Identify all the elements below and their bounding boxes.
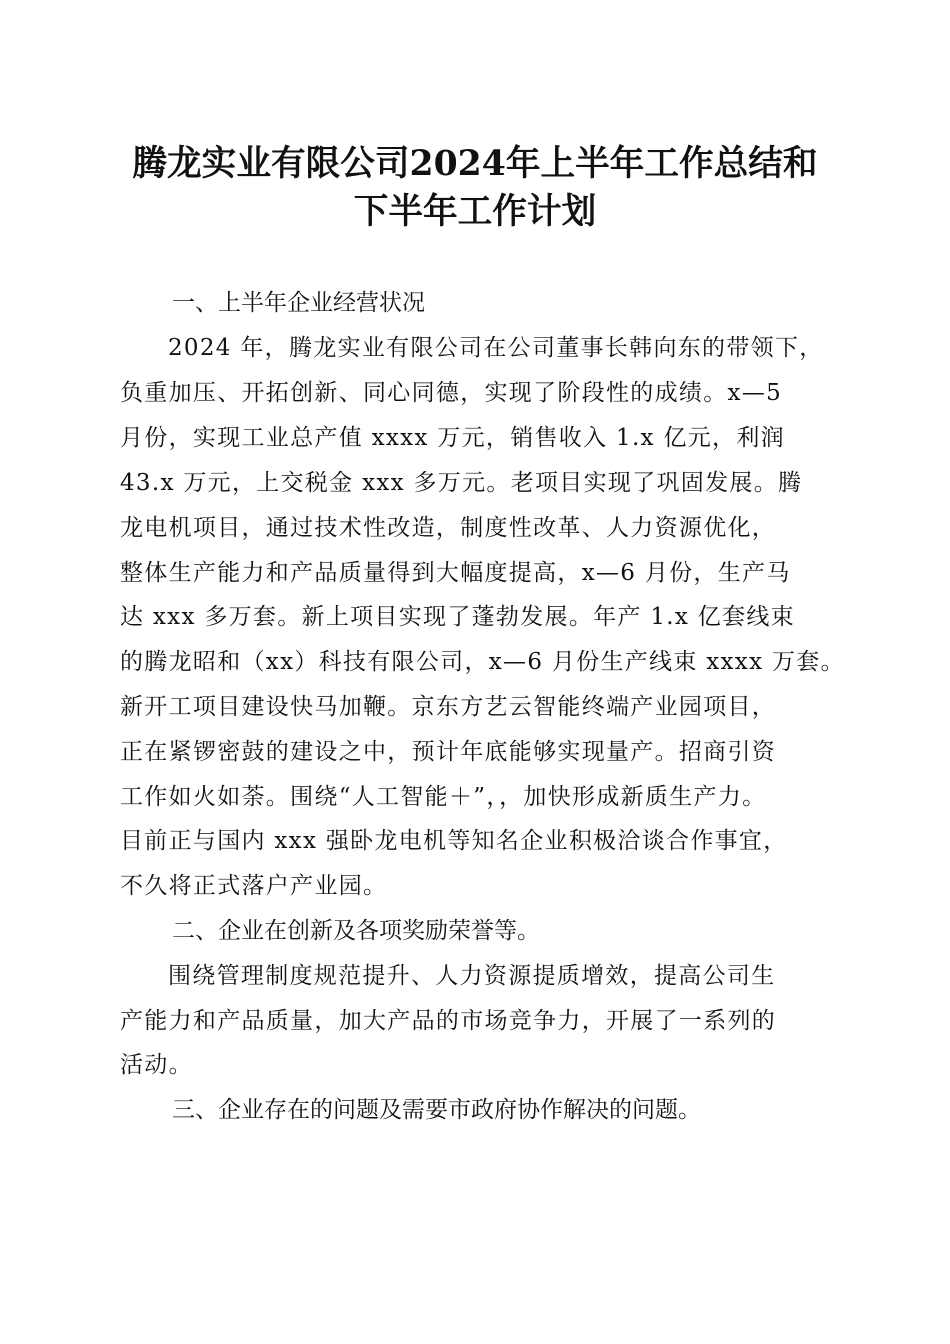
paragraph-line: 的腾龙昭和（xx）科技有限公司，x—6 月份生产线束 xxxx 万套。 xyxy=(120,649,845,675)
paragraph-line: 负重加压、开拓创新、同心同德，实现了阶段性的成绩。x—5 xyxy=(120,380,783,406)
paragraph-line: 2024 年，腾龙实业有限公司在公司董事长韩向东的带领下， xyxy=(168,335,824,361)
paragraph-line: 产能力和产品质量，加大产品的市场竞争力，开展了一系列的 xyxy=(120,1008,777,1034)
paragraph-line: 龙电机项目，通过技术性改造，制度性改革、人力资源优化， xyxy=(120,515,777,541)
paragraph-line: 工作如火如荼。围绕“人工智能＋”，，加快形成新质生产力。 xyxy=(120,784,767,810)
paragraph-line: 新开工项目建设快马加鞭。京东方艺云智能终端产业园项目， xyxy=(120,694,777,720)
section-3-heading: 三、企业存在的问题及需要市政府协作解决的问题。 xyxy=(172,1097,701,1123)
paragraph-line: 43.x 万元，上交税金 xxx 多万元。老项目实现了巩固发展。腾 xyxy=(120,470,803,496)
paragraph-line: 活动。 xyxy=(120,1052,193,1078)
paragraph-line: 达 xxx 多万套。新上项目实现了蓬勃发展。年产 1.x 亿套线束 xyxy=(120,604,795,630)
section-2-heading: 二、企业在创新及各项奖励荣誉等。 xyxy=(172,918,540,944)
section-1-heading: 一、上半年企业经营状况 xyxy=(172,290,425,316)
document-title-line-2: 下半年工作计划 xyxy=(353,191,597,232)
paragraph-line: 月份，实现工业总产值 xxxx 万元，销售收入 1.x 亿元，利润 xyxy=(120,425,785,451)
paragraph-line: 整体生产能力和产品质量得到大幅度提高，x—6 月份，生产马 xyxy=(120,560,791,586)
document-title-line-1: 腾龙实业有限公司2024年上半年工作总结和 xyxy=(132,143,818,184)
paragraph-line: 目前正与国内 xxx 强卧龙电机等知名企业积极洽谈合作事宜， xyxy=(120,828,788,854)
paragraph-line: 正在紧锣密鼓的建设之中，预计年底能够实现量产。招商引资 xyxy=(120,739,777,765)
paragraph-line: 不久将正式落户产业园。 xyxy=(120,873,388,899)
paragraph-line: 围绕管理制度规范提升、人力资源提质增效，提高公司生 xyxy=(168,963,776,989)
